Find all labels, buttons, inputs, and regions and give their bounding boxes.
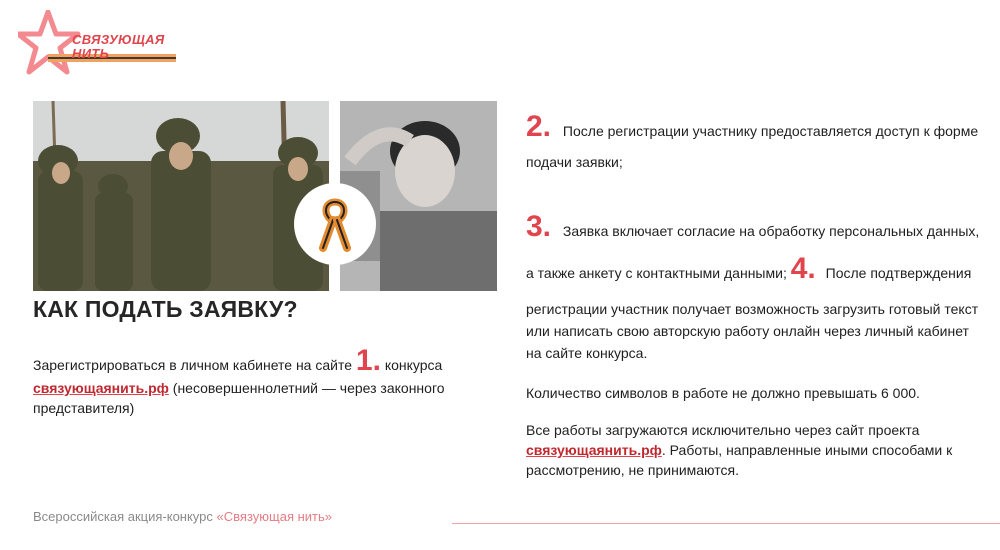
step-3-number: 3. xyxy=(526,210,552,243)
step-3-4-line xyxy=(526,254,971,284)
upload-line3: рассмотрению, не принимаются. xyxy=(526,462,739,478)
logo-line2: НИТЬ xyxy=(72,46,110,61)
logo xyxy=(18,10,178,80)
step-4-line4: на сайте конкурса. xyxy=(526,345,648,361)
upload-line2-after: . Работы, направленные иными способами к xyxy=(661,442,953,458)
step-1-text-before: Зарегистрироваться в личном кабинете на сайте xyxy=(33,357,353,373)
step-3-line1: Заявка включает согласие на обработку персональных данных, xyxy=(562,223,980,239)
step-2 xyxy=(526,112,986,142)
step-2-line2: подачи заявки; xyxy=(526,154,623,170)
step-3-line2: а также анкету с контактными данными; xyxy=(526,265,787,281)
character-limit-text: Количество символов в работе не должно превышать 6 000. xyxy=(526,385,920,401)
footer xyxy=(33,509,332,524)
st-george-ribbon-badge xyxy=(294,183,376,265)
step-1-note: (несовершеннолетний — через законного xyxy=(172,380,445,396)
step-4-line1: После подтверждения xyxy=(825,265,972,281)
upload-line1: Все работы загружаются исключительно через сайт проекта xyxy=(526,422,920,438)
upload-line2 xyxy=(526,440,952,460)
footer-accent: «Связующая нить» xyxy=(216,509,332,524)
upload-site-link[interactable]: связующаянить.рф xyxy=(526,442,662,458)
footer-text: Всероссийская акция-конкурс xyxy=(33,509,213,524)
page-title: КАК ПОДАТЬ ЗАЯВКУ? xyxy=(33,296,298,322)
step-4-line3: или написать свою авторскую работу онлайн через личный кабинет xyxy=(526,323,969,339)
logo-line1: СВЯЗУЮЩАЯ xyxy=(72,32,165,47)
step-4-number: 4. xyxy=(790,252,816,285)
step-1-text-after: конкурса xyxy=(384,357,443,373)
step-2-line1: После регистрации участнику предоставляется доступ к форме xyxy=(562,123,979,139)
step-1 xyxy=(33,346,453,418)
step-1-note-cont: представителя) xyxy=(33,400,135,416)
footer-divider xyxy=(452,523,1000,524)
st-george-ribbon-icon xyxy=(315,196,355,252)
step-3 xyxy=(526,212,986,242)
soldiers-photo xyxy=(33,101,329,291)
site-link[interactable]: связующаянить.рф xyxy=(33,380,169,396)
step-2-number: 2. xyxy=(526,110,552,143)
step-1-number: 1. xyxy=(355,344,381,377)
step-4-line2: регистрации участник получает возможность загрузить готовый текст xyxy=(526,301,979,317)
